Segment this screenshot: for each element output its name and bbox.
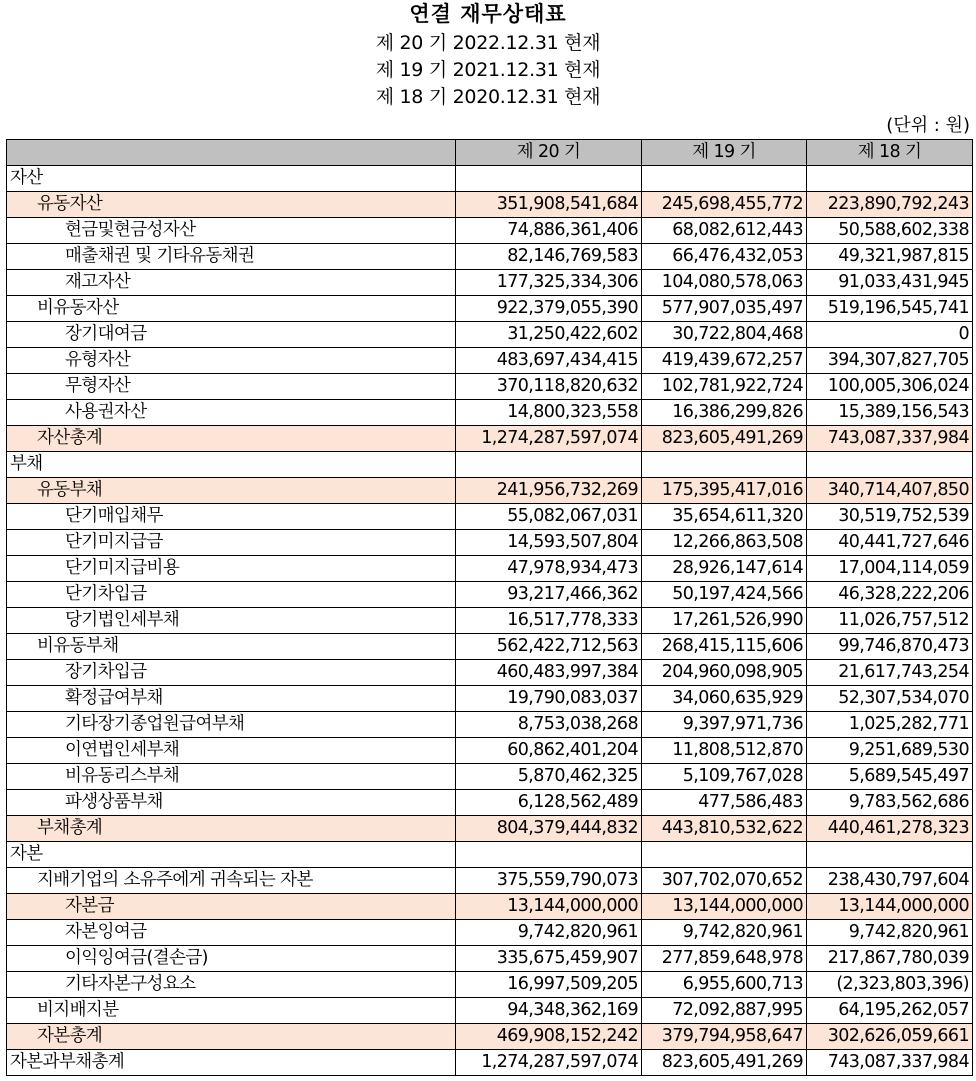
row-value-period-20: 1,274,287,597,074 [456,1050,642,1076]
row-value-period-19 [642,166,807,192]
row-value-period-18: 223,890,792,243 [807,192,973,218]
table-row [7,686,973,712]
row-label: 부채총계 [7,816,456,842]
row-value-period-18: 11,026,757,512 [807,608,973,634]
row-value-period-19: 443,810,532,622 [642,816,807,842]
table-row [7,816,973,842]
row-value-period-19: 11,808,512,870 [642,738,807,764]
table-row [7,1024,973,1050]
row-value-period-18: 0 [807,322,973,348]
row-value-period-20 [456,842,642,868]
row-label: 비유동리스부채 [7,764,456,790]
row-value-period-20: 55,082,067,031 [456,504,642,530]
table-row [7,218,973,244]
row-value-period-20: 5,870,462,325 [456,764,642,790]
row-value-period-20: 375,559,790,073 [456,868,642,894]
period-line-18: 제 18 기 2020.12.31 현재 [375,86,601,108]
row-value-period-20: 9,742,820,961 [456,920,642,946]
row-value-period-19: 17,261,526,990 [642,608,807,634]
row-label: 자본 [7,842,456,868]
row-label: 이익잉여금(결손금) [7,946,456,972]
table-row [7,374,973,400]
period-line-20: 제 20 기 2022.12.31 현재 [375,32,601,54]
row-label: 사용권자산 [7,400,456,426]
table-row [7,842,973,868]
row-value-period-19: 307,702,070,652 [642,868,807,894]
table-row [7,764,973,790]
table-row [7,738,973,764]
row-value-period-18: 15,389,156,543 [807,400,973,426]
row-value-period-20: 19,790,083,037 [456,686,642,712]
row-value-period-18: 64,195,262,057 [807,998,973,1024]
row-value-period-20: 177,325,334,306 [456,270,642,296]
row-value-period-19: 9,397,971,736 [642,712,807,738]
row-label: 유형자산 [7,348,456,374]
row-value-period-18: 99,746,870,473 [807,634,973,660]
row-value-period-19: 34,060,635,929 [642,686,807,712]
row-value-period-19: 28,926,147,614 [642,556,807,582]
row-value-period-18 [807,842,973,868]
row-value-period-19: 35,654,611,320 [642,504,807,530]
row-value-period-18: 46,328,222,206 [807,582,973,608]
row-value-period-20: 93,217,466,362 [456,582,642,608]
row-value-period-18: 52,307,534,070 [807,686,973,712]
table-row [7,582,973,608]
row-value-period-20 [456,166,642,192]
row-label: 자산총계 [7,426,456,452]
row-label: 부채 [7,452,456,478]
balance-sheet-table [6,139,973,1076]
row-value-period-19: 102,781,922,724 [642,374,807,400]
row-value-period-19: 13,144,000,000 [642,894,807,920]
row-value-period-20: 13,144,000,000 [456,894,642,920]
row-value-period-20: 335,675,459,907 [456,946,642,972]
table-row [7,868,973,894]
row-label: 유동부채 [7,478,456,504]
row-label: 장기차입금 [7,660,456,686]
row-value-period-18: (2,323,803,396) [807,972,973,998]
table-body [7,166,973,1076]
row-value-period-19 [642,452,807,478]
row-value-period-19: 12,266,863,508 [642,530,807,556]
table-row [7,556,973,582]
table-row [7,1050,973,1076]
row-value-period-20: 16,517,778,333 [456,608,642,634]
table-row [7,504,973,530]
table-row [7,712,973,738]
row-label: 유동자산 [7,192,456,218]
row-value-period-19: 6,955,600,713 [642,972,807,998]
row-label: 비유동자산 [7,296,456,322]
table-row [7,400,973,426]
row-label: 비지배지분 [7,998,456,1024]
row-label: 자본과부채총계 [7,1050,456,1076]
row-value-period-18: 91,033,431,945 [807,270,973,296]
row-value-period-19: 9,742,820,961 [642,920,807,946]
row-value-period-19: 204,960,098,905 [642,660,807,686]
table-row [7,920,973,946]
row-value-period-19: 66,476,432,053 [642,244,807,270]
row-label: 단기매입채무 [7,504,456,530]
row-value-period-18: 340,714,407,850 [807,478,973,504]
row-value-period-18: 440,461,278,323 [807,816,973,842]
row-label: 기타장기종업원급여부채 [7,712,456,738]
table-row [7,790,973,816]
row-value-period-18: 13,144,000,000 [807,894,973,920]
row-value-period-18 [807,452,973,478]
row-value-period-18: 1,025,282,771 [807,712,973,738]
row-value-period-19: 104,080,578,063 [642,270,807,296]
row-value-period-20: 241,956,732,269 [456,478,642,504]
row-value-period-19: 268,415,115,606 [642,634,807,660]
row-label: 단기차입금 [7,582,456,608]
row-value-period-19: 477,586,483 [642,790,807,816]
row-label: 파생상품부채 [7,790,456,816]
row-value-period-20: 8,753,038,268 [456,712,642,738]
row-value-period-19: 50,197,424,566 [642,582,807,608]
row-value-period-19: 175,395,417,016 [642,478,807,504]
row-label: 자본잉여금 [7,920,456,946]
row-value-period-19: 245,698,455,772 [642,192,807,218]
row-label: 확정급여부채 [7,686,456,712]
table-row [7,608,973,634]
row-value-period-19: 72,092,887,995 [642,998,807,1024]
row-value-period-18: 40,441,727,646 [807,530,973,556]
row-value-period-19: 5,109,767,028 [642,764,807,790]
row-value-period-20: 6,128,562,489 [456,790,642,816]
row-value-period-19: 68,082,612,443 [642,218,807,244]
statement-title: 연결 재무상태표 [409,2,567,26]
row-label: 이연법인세부채 [7,738,456,764]
table-row [7,192,973,218]
row-value-period-19: 16,386,299,826 [642,400,807,426]
row-value-period-18: 9,783,562,686 [807,790,973,816]
table-header-row [7,140,973,166]
row-value-period-20: 47,978,934,473 [456,556,642,582]
row-value-period-20: 370,118,820,632 [456,374,642,400]
table-row [7,270,973,296]
row-value-period-20: 74,886,361,406 [456,218,642,244]
row-value-period-18: 217,867,780,039 [807,946,973,972]
row-value-period-20: 1,274,287,597,074 [456,426,642,452]
row-label: 자본금 [7,894,456,920]
column-header-period-19: 제 19 기 [642,140,807,166]
row-label: 비유동부채 [7,634,456,660]
row-value-period-18: 394,307,827,705 [807,348,973,374]
row-label: 자본총계 [7,1024,456,1050]
row-value-period-19: 419,439,672,257 [642,348,807,374]
row-value-period-20: 469,908,152,242 [456,1024,642,1050]
row-value-period-19: 30,722,804,468 [642,322,807,348]
row-label: 기타자본구성요소 [7,972,456,998]
column-header-period-20: 제 20 기 [456,140,642,166]
column-header-period-18: 제 18 기 [807,140,973,166]
table-row [7,998,973,1024]
table-row [7,348,973,374]
row-value-period-18: 743,087,337,984 [807,1050,973,1076]
row-value-period-19: 577,907,035,497 [642,296,807,322]
row-value-period-18: 302,626,059,661 [807,1024,973,1050]
row-label: 장기대여금 [7,322,456,348]
row-value-period-18: 9,251,689,530 [807,738,973,764]
table-row [7,530,973,556]
row-value-period-18: 49,321,987,815 [807,244,973,270]
table-row [7,634,973,660]
row-value-period-18: 100,005,306,024 [807,374,973,400]
row-label: 단기미지급비용 [7,556,456,582]
column-header-label [7,140,456,166]
row-value-period-20: 14,593,507,804 [456,530,642,556]
table-row [7,478,973,504]
row-value-period-18: 238,430,797,604 [807,868,973,894]
row-value-period-19: 823,605,491,269 [642,426,807,452]
row-value-period-20: 60,862,401,204 [456,738,642,764]
table-row [7,296,973,322]
row-value-period-20: 14,800,323,558 [456,400,642,426]
table-row [7,322,973,348]
table-row [7,244,973,270]
row-value-period-18: 519,196,545,741 [807,296,973,322]
row-label: 무형자산 [7,374,456,400]
table-row [7,946,973,972]
row-label: 단기미지급금 [7,530,456,556]
row-value-period-20: 31,250,422,602 [456,322,642,348]
row-value-period-18 [807,166,973,192]
unit-label: (단위 : 원) [886,115,970,136]
row-value-period-20: 562,422,712,563 [456,634,642,660]
table-row [7,426,973,452]
row-value-period-18: 5,689,545,497 [807,764,973,790]
row-value-period-20: 16,997,509,205 [456,972,642,998]
row-value-period-20 [456,452,642,478]
row-value-period-18: 743,087,337,984 [807,426,973,452]
row-value-period-19 [642,842,807,868]
row-value-period-18: 9,742,820,961 [807,920,973,946]
row-label: 자산 [7,166,456,192]
row-label: 당기법인세부채 [7,608,456,634]
row-value-period-18: 30,519,752,539 [807,504,973,530]
period-line-19: 제 19 기 2021.12.31 현재 [375,59,601,81]
row-label: 지배기업의 소유주에게 귀속되는 자본 [7,868,456,894]
table-row [7,894,973,920]
table-row [7,166,973,192]
row-label: 매출채권 및 기타유동채권 [7,244,456,270]
row-label: 현금및현금성자산 [7,218,456,244]
table-row [7,452,973,478]
row-value-period-18: 17,004,114,059 [807,556,973,582]
table-row [7,660,973,686]
row-value-period-19: 277,859,648,978 [642,946,807,972]
row-value-period-20: 82,146,769,583 [456,244,642,270]
row-value-period-20: 460,483,997,384 [456,660,642,686]
row-value-period-18: 21,617,743,254 [807,660,973,686]
row-value-period-18: 50,588,602,338 [807,218,973,244]
row-label: 재고자산 [7,270,456,296]
row-value-period-20: 483,697,434,415 [456,348,642,374]
row-value-period-20: 922,379,055,390 [456,296,642,322]
table-row [7,972,973,998]
row-value-period-20: 804,379,444,832 [456,816,642,842]
row-value-period-19: 823,605,491,269 [642,1050,807,1076]
row-value-period-20: 351,908,541,684 [456,192,642,218]
row-value-period-19: 379,794,958,647 [642,1024,807,1050]
row-value-period-20: 94,348,362,169 [456,998,642,1024]
